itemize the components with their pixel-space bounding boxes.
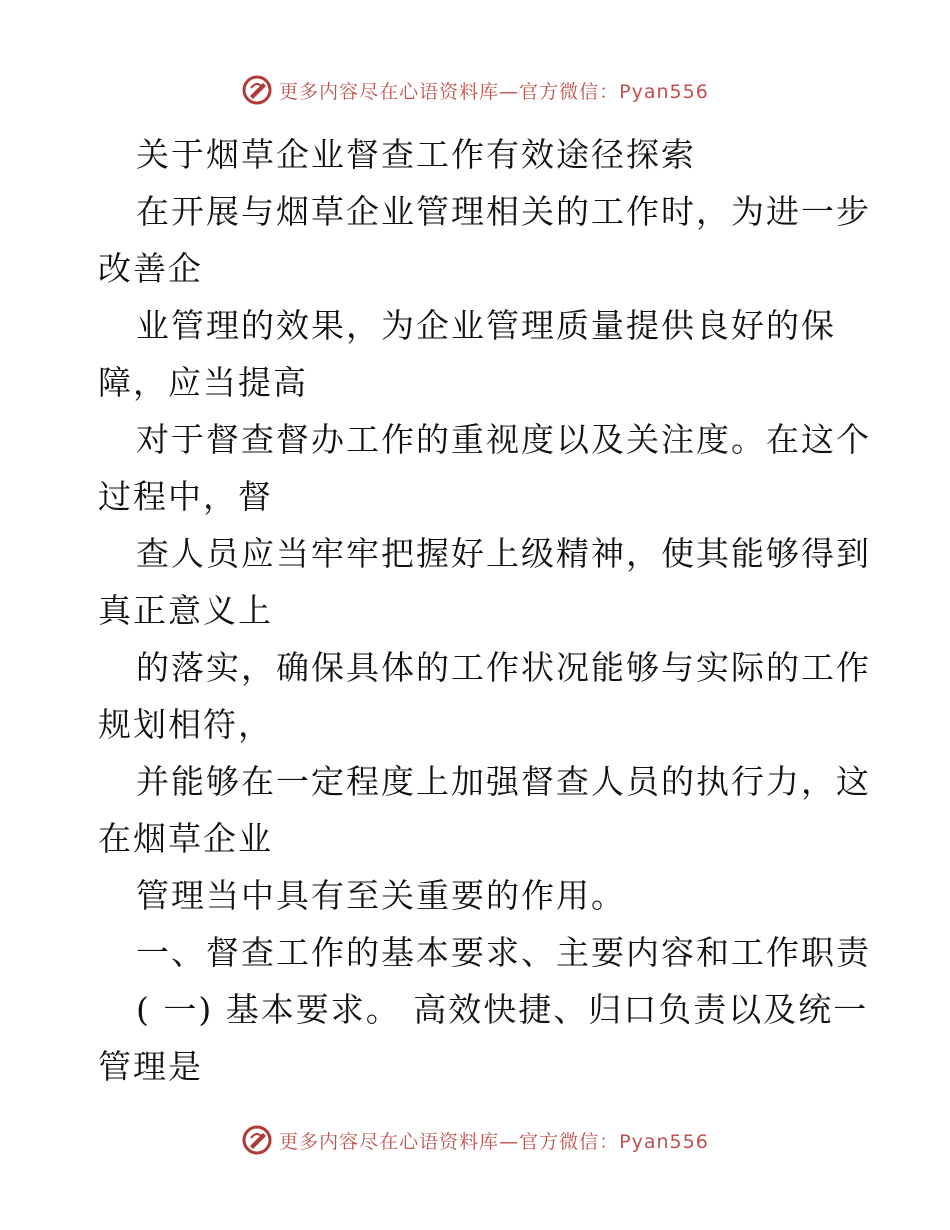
text-line: 对于督查督办工作的重视度以及关注度。在这个 xyxy=(136,420,871,459)
text-line: 一、督查工作的基本要求、主要内容和工作职责 xyxy=(136,933,871,972)
seal-logo-icon xyxy=(241,1124,273,1156)
text-line: 管理是 xyxy=(98,1047,203,1086)
text-line: 关于烟草企业督查工作有效途径探索 xyxy=(136,135,696,174)
text-line: 真正意义上 xyxy=(98,591,273,630)
text-line: 过程中，督 xyxy=(98,477,273,516)
document-body xyxy=(98,126,871,1095)
watermark-text: 更多内容尽在心语资料库—官方微信：Pyan556 xyxy=(279,80,709,103)
text-line: 的落实，确保具体的工作状况能够与实际的工作 xyxy=(136,648,871,687)
text-line: 并能够在一定程度上加强督查人员的执行力，这 xyxy=(136,762,871,801)
text-line: 规划相符， xyxy=(98,705,273,744)
text-line: 在开展与烟草企业管理相关的工作时，为进一步 xyxy=(136,192,871,231)
header-watermark xyxy=(0,70,950,110)
text-line: 业管理的效果，为企业管理质量提供良好的保 xyxy=(136,306,836,345)
text-line: 查人员应当牢牢把握好上级精神，使其能够得到 xyxy=(136,534,871,573)
text-line: 在烟草企业 xyxy=(98,819,273,858)
text-line: ( 一) 基本要求。 高效快捷、归口负责以及统一 xyxy=(136,990,869,1029)
text-line: 管理当中具有至关重要的作用。 xyxy=(136,876,626,915)
watermark-text: 更多内容尽在心语资料库—官方微信：Pyan556 xyxy=(279,1130,709,1153)
seal-logo-icon xyxy=(241,74,273,106)
footer-watermark xyxy=(0,1120,950,1160)
text-line: 改善企 xyxy=(98,249,203,288)
text-line: 障，应当提高 xyxy=(98,363,308,402)
